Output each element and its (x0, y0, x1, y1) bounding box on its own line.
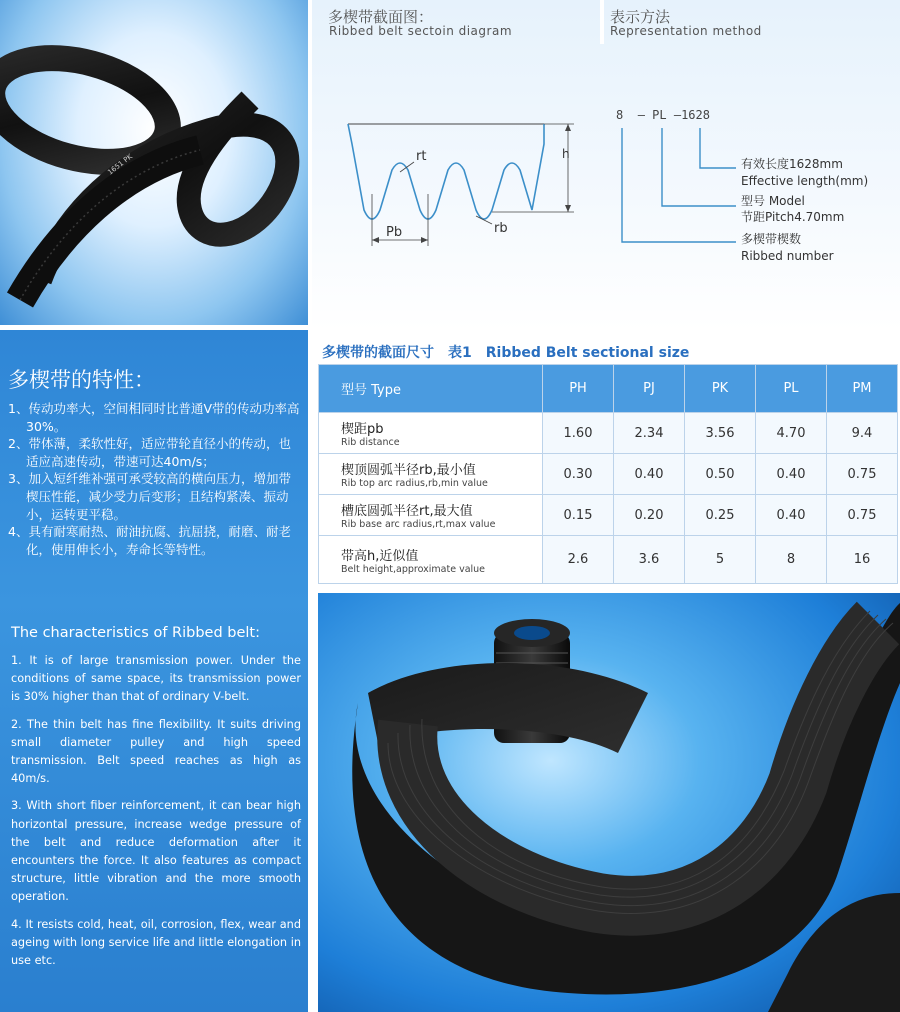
characteristics-list-cn (8, 400, 303, 558)
row-label (319, 495, 543, 536)
table-cell: 0.75 (827, 454, 898, 495)
rep-item-ribs-en: Ribbed number (741, 249, 834, 263)
characteristic-cn-item: 3、加入短纤维补强可承受较高的横向压力，增加带楔压性能，减少受力后变形；且结构紧凑、振动小，运转更平稳。 (8, 471, 291, 522)
characteristics-title-en: The characteristics of Ribbed belt: (11, 625, 260, 641)
row-label-cn: 槽底圆弧半径rt,最大值 (341, 504, 473, 519)
header-col: PJ (614, 365, 685, 413)
characteristics-title-cn: 多楔带的特性： (8, 368, 155, 392)
belt-coil-illustration (0, 0, 308, 325)
rt-label: rt (416, 149, 427, 164)
h-label: h (562, 147, 570, 161)
diagram-title-cn: 多楔带截面图： (328, 8, 434, 26)
header-divider (600, 0, 604, 44)
characteristic-cn-item: 2、带体薄，柔软性好，适应带轮直径小的传动，也适应高速传动，带速可达40m/s； (8, 436, 291, 469)
rep-item-length-cn: 有效长度1628mm (741, 157, 843, 171)
row-label-en: Belt height,approximate value (341, 563, 486, 575)
code-model: PL (652, 108, 667, 122)
diagram-title-en: Ribbed belt sectoin diagram (329, 24, 513, 38)
table-cell: 0.20 (614, 495, 685, 536)
rb-label: rb (494, 221, 508, 236)
characteristic-en-item: 2. The thin belt has fine flexibility. It suits driving small diameter pulley and high speed transmission. Belt speed reaches as high as 40m/s. (11, 717, 301, 786)
header-col: PM (827, 365, 898, 413)
table-cell: 0.40 (614, 454, 685, 495)
table-cell: 0.75 (827, 495, 898, 536)
characteristic-cn-item: 4、具有耐寒耐热、耐油抗腐、抗屈挠，耐磨、耐老化，使用伸长小，寿命长等特性。 (8, 524, 291, 557)
cross-section-diagram (312, 100, 602, 260)
table-cell: 3.6 (614, 536, 685, 584)
characteristic-en-item: 3. With short fiber reinforcement, it can bear high horizontal pressure, increase wedge pressure of the belt and reduce deformation after it encounters the force. It also features as compact structure, little vibration and the more smooth operation. (11, 799, 301, 904)
table-cell: 2.34 (614, 413, 685, 454)
table-title: 多楔带的截面尺寸 表1 Ribbed Belt sectional size (322, 345, 690, 361)
pb-label: Pb (386, 225, 403, 240)
header-col: PH (543, 365, 614, 413)
table-cell: 9.4 (827, 413, 898, 454)
table-cell: 0.40 (756, 495, 827, 536)
row-label-en: Rib top arc radius,rb,min value (341, 478, 488, 489)
characteristics-list-en (11, 652, 301, 979)
table-row (319, 536, 898, 584)
rep-item-ribs-cn: 多楔带楔数 (741, 232, 802, 246)
table-row (319, 413, 898, 454)
representation-title-en: Representation method (610, 24, 762, 38)
representation-title-cn: 表示方法 (610, 8, 671, 26)
characteristic-en-item: 4. It resists cold, heat, oil, corrosion, flex, wear and ageing with long service life and little elongation in use etc. (11, 917, 301, 968)
rep-item-length (741, 156, 868, 190)
belt-pulley-illustration (318, 593, 900, 1012)
table-cell: 5 (685, 536, 756, 584)
header-type: 型号 Type (319, 365, 543, 413)
table-cell: 0.15 (543, 495, 614, 536)
header-col: PL (756, 365, 827, 413)
row-label-cn: 带高h,近似值 (341, 548, 419, 564)
table-cell: 16 (827, 536, 898, 584)
characteristic-en-item: 1. It is of large transmission power. Under the conditions of same space, its transmission power is 30% higher than that of ordinary V-belt. (11, 654, 301, 704)
table-row (319, 495, 898, 536)
row-label (319, 536, 543, 584)
characteristic-cn-item: 1、传动功率大，空间相同时比普通V带的传动功率高30%。 (8, 401, 300, 434)
table-cell: 0.30 (543, 454, 614, 495)
table-cell: 3.56 (685, 413, 756, 454)
row-label-cn: 楔顶圆弧半径rb,最小值 (341, 463, 476, 478)
table-cell: 0.25 (685, 495, 756, 536)
diagram-area (312, 0, 900, 330)
table-header-row (319, 365, 898, 413)
row-label (319, 413, 543, 454)
belt-photo-bottom (318, 593, 900, 1012)
code-length: –1628 (673, 108, 710, 122)
table-cell: 0.40 (756, 454, 827, 495)
rep-item-model (741, 193, 844, 225)
table-cell: 1.60 (543, 413, 614, 454)
code-count: 8 (616, 108, 624, 122)
characteristics-panel (0, 330, 308, 1012)
row-label-en: Rib base arc radius,rt,max value (341, 519, 496, 530)
rep-item-model-en: 节距Pitch4.70mm (741, 210, 845, 224)
representation-leader-lines (612, 120, 752, 250)
row-label-en: Rib distance (341, 437, 400, 448)
rep-item-ribs (741, 231, 834, 265)
belt-photo-top (0, 0, 308, 325)
row-label-cn: 楔距pb (341, 422, 384, 437)
table-cell: 8 (756, 536, 827, 584)
belt-print-text: 1651 PK (106, 152, 134, 177)
table-row (319, 454, 898, 495)
table-cell: 4.70 (756, 413, 827, 454)
sectional-size-table (318, 364, 898, 584)
table-cell: 2.6 (543, 536, 614, 584)
rep-item-length-en: Effective length(mm) (741, 174, 869, 188)
code-sep: – (637, 108, 645, 122)
rep-item-model-cn: 型号 Model (741, 194, 805, 208)
row-label (319, 454, 543, 495)
header-col: PK (685, 365, 756, 413)
table-cell: 0.50 (685, 454, 756, 495)
